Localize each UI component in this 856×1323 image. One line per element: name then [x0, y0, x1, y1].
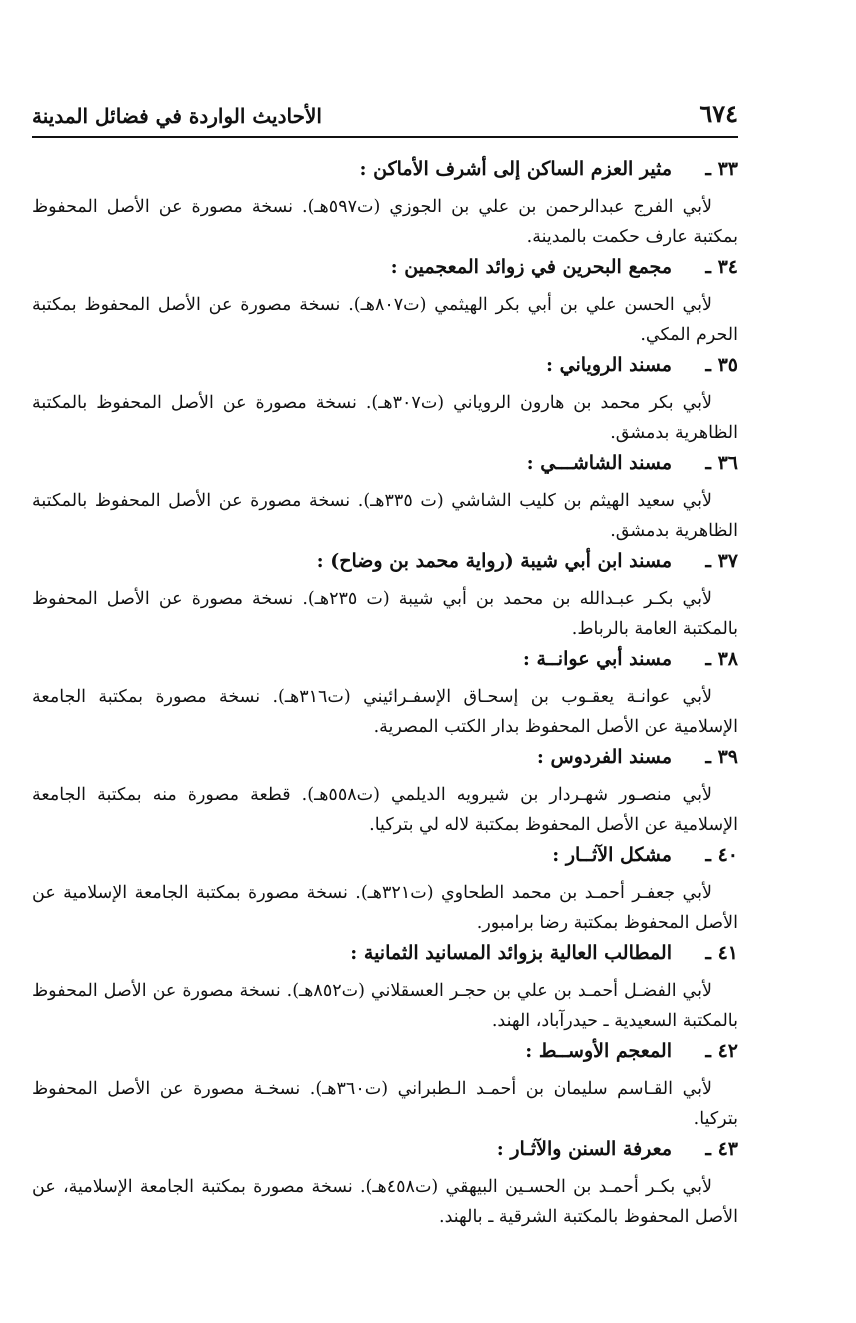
bibliography-entry	[32, 158, 738, 252]
entry-title: مسند الشاشـــي :	[526, 452, 672, 474]
entry-number: ٣٥ ـ	[705, 354, 738, 376]
entry-title: مسند ابن أبي شيبة (رواية محمد بن وضاح) :	[316, 550, 672, 572]
bibliography-entry	[32, 1138, 738, 1232]
entry-number: ٤٠ ـ	[705, 844, 738, 866]
book-title: الأحاديث الواردة في فضائل المدينة	[32, 104, 322, 128]
entry-title: مثير العزم الساكن إلى أشرف الأماكن :	[359, 158, 672, 180]
entry-number: ٤١ ـ	[705, 942, 738, 964]
entry-number: ٣٨ ـ	[705, 648, 738, 670]
bibliography-entry	[32, 746, 738, 840]
entry-title: مسند الروياني :	[545, 354, 672, 376]
entry-description: لأبي القـاسم سليمان بن أحمـد الـطبراني (ت٣٦٠هـ). نسخـة مصورة عن الأصل المحفوظ بتركيا.	[32, 1079, 738, 1129]
bibliography-entry	[32, 452, 738, 546]
bibliography-entry	[32, 550, 738, 644]
entry-heading	[32, 746, 738, 780]
entry-heading	[32, 354, 738, 388]
entry-heading	[32, 648, 738, 682]
entry-title: مجمع البحرين في زوائد المعجمين :	[390, 256, 672, 278]
entry-description: لأبي الفضـل أحمـد بن علي بن حجـر العسقلاني (ت٨٥٢هـ). نسخة مصورة عن الأصل المحفوظ بالمكتبة السعيدية ـ حيدرآباد، الهند.	[32, 981, 738, 1031]
entry-title: المطالب العالية بزوائد المسانيد الثمانية :	[350, 942, 672, 964]
entry-number: ٣٤ ـ	[705, 256, 738, 278]
entry-title: المعجم الأوســط :	[525, 1040, 672, 1062]
book-page	[32, 0, 738, 1323]
header-rule	[32, 136, 738, 138]
entry-number: ٣٦ ـ	[705, 452, 738, 474]
entry-title: معرفة السنن والآثـار :	[496, 1138, 672, 1160]
entry-heading	[32, 1138, 738, 1172]
bibliography-entry	[32, 648, 738, 742]
entry-description: لأبي سعيد الهيثم بن كليب الشاشي (ت ٣٣٥هـ). نسخة مصورة عن الأصل المحفوظ بالمكتبة الظاهرية بدمشق.	[32, 491, 738, 541]
entry-heading	[32, 1040, 738, 1074]
entry-number: ٤٢ ـ	[705, 1040, 738, 1062]
entry-heading	[32, 942, 738, 976]
entry-number: ٣٧ ـ	[705, 550, 738, 572]
bibliography-entry	[32, 844, 738, 938]
entry-description: لأبي بكـر عبـدالله بن محمد بن أبي شيبة (ت ٢٣٥هـ). نسخة مصورة عن الأصل المحفوظ بالمكتبة العامة بالرباط.	[32, 589, 738, 639]
bibliography-entry	[32, 354, 738, 448]
entry-description: لأبي منصـور شهـردار بن شيرويه الديلمي (ت٥٥٨هـ). قطعة مصورة منه بمكتبة الجامعة الإسلامية عن الأصل المحفوظ بمكتبة لاله لي بتركيا.	[32, 785, 738, 835]
entry-number: ٤٣ ـ	[705, 1138, 738, 1160]
entry-heading	[32, 256, 738, 290]
entry-title: مشكل الآثــار :	[552, 844, 672, 866]
entry-number: ٣٣ ـ	[705, 158, 738, 180]
entry-description: لأبي الفرج عبدالرحمن بن علي بن الجوزي (ت٥٩٧هـ). نسخة مصورة عن الأصل المحفوظ بمكتبة عارف حكمت بالمدينة.	[32, 197, 738, 247]
entry-title: مسند الفردوس :	[536, 746, 672, 768]
entry-description: لأبي عوانـة يعقـوب بن إسحـاق الإسفـرائيني (ت٣١٦هـ). نسخة مصورة بمكتبة الجامعة الإسلامية عن الأصل المحفوظ بدار الكتب المصرية.	[32, 687, 738, 737]
entry-description: لأبي جعفـر أحمـد بن محمد الطحاوي (ت٣٢١هـ). نسخة مصورة بمكتبة الجامعة الإسلامية عن الأصل المحفوظ بمكتبة رضا برامبور.	[32, 883, 738, 933]
entry-description: لأبي بكـر أحمـد بن الحسـين البيهقي (ت٤٥٨هـ). نسخة مصورة بمكتبة الجامعة الإسلامية، عن الأصل المحفوظ بالمكتبة الشرقية ـ بالهند.	[32, 1177, 738, 1227]
entry-title: مسند أبي عوانــة :	[522, 648, 672, 670]
entry-heading	[32, 452, 738, 486]
entry-number: ٣٩ ـ	[705, 746, 738, 768]
bibliography-entry	[32, 256, 738, 350]
entry-heading	[32, 550, 738, 584]
bibliography-list	[32, 158, 738, 1236]
entry-heading	[32, 158, 738, 192]
bibliography-entry	[32, 942, 738, 1036]
running-header	[32, 88, 738, 128]
entry-heading	[32, 844, 738, 878]
entry-description: لأبي بكر محمد بن هارون الروياني (ت٣٠٧هـ). نسخة مصورة عن الأصل المحفوظ بالمكتبة الظاهرية بدمشق.	[32, 393, 738, 443]
bibliography-entry	[32, 1040, 738, 1134]
entry-description: لأبي الحسن علي بن أبي بكر الهيثمي (ت٨٠٧هـ). نسخة مصورة عن الأصل المحفوظ بمكتبة الحرم المكي.	[32, 295, 738, 345]
page-number: ٦٧٤	[699, 99, 738, 128]
